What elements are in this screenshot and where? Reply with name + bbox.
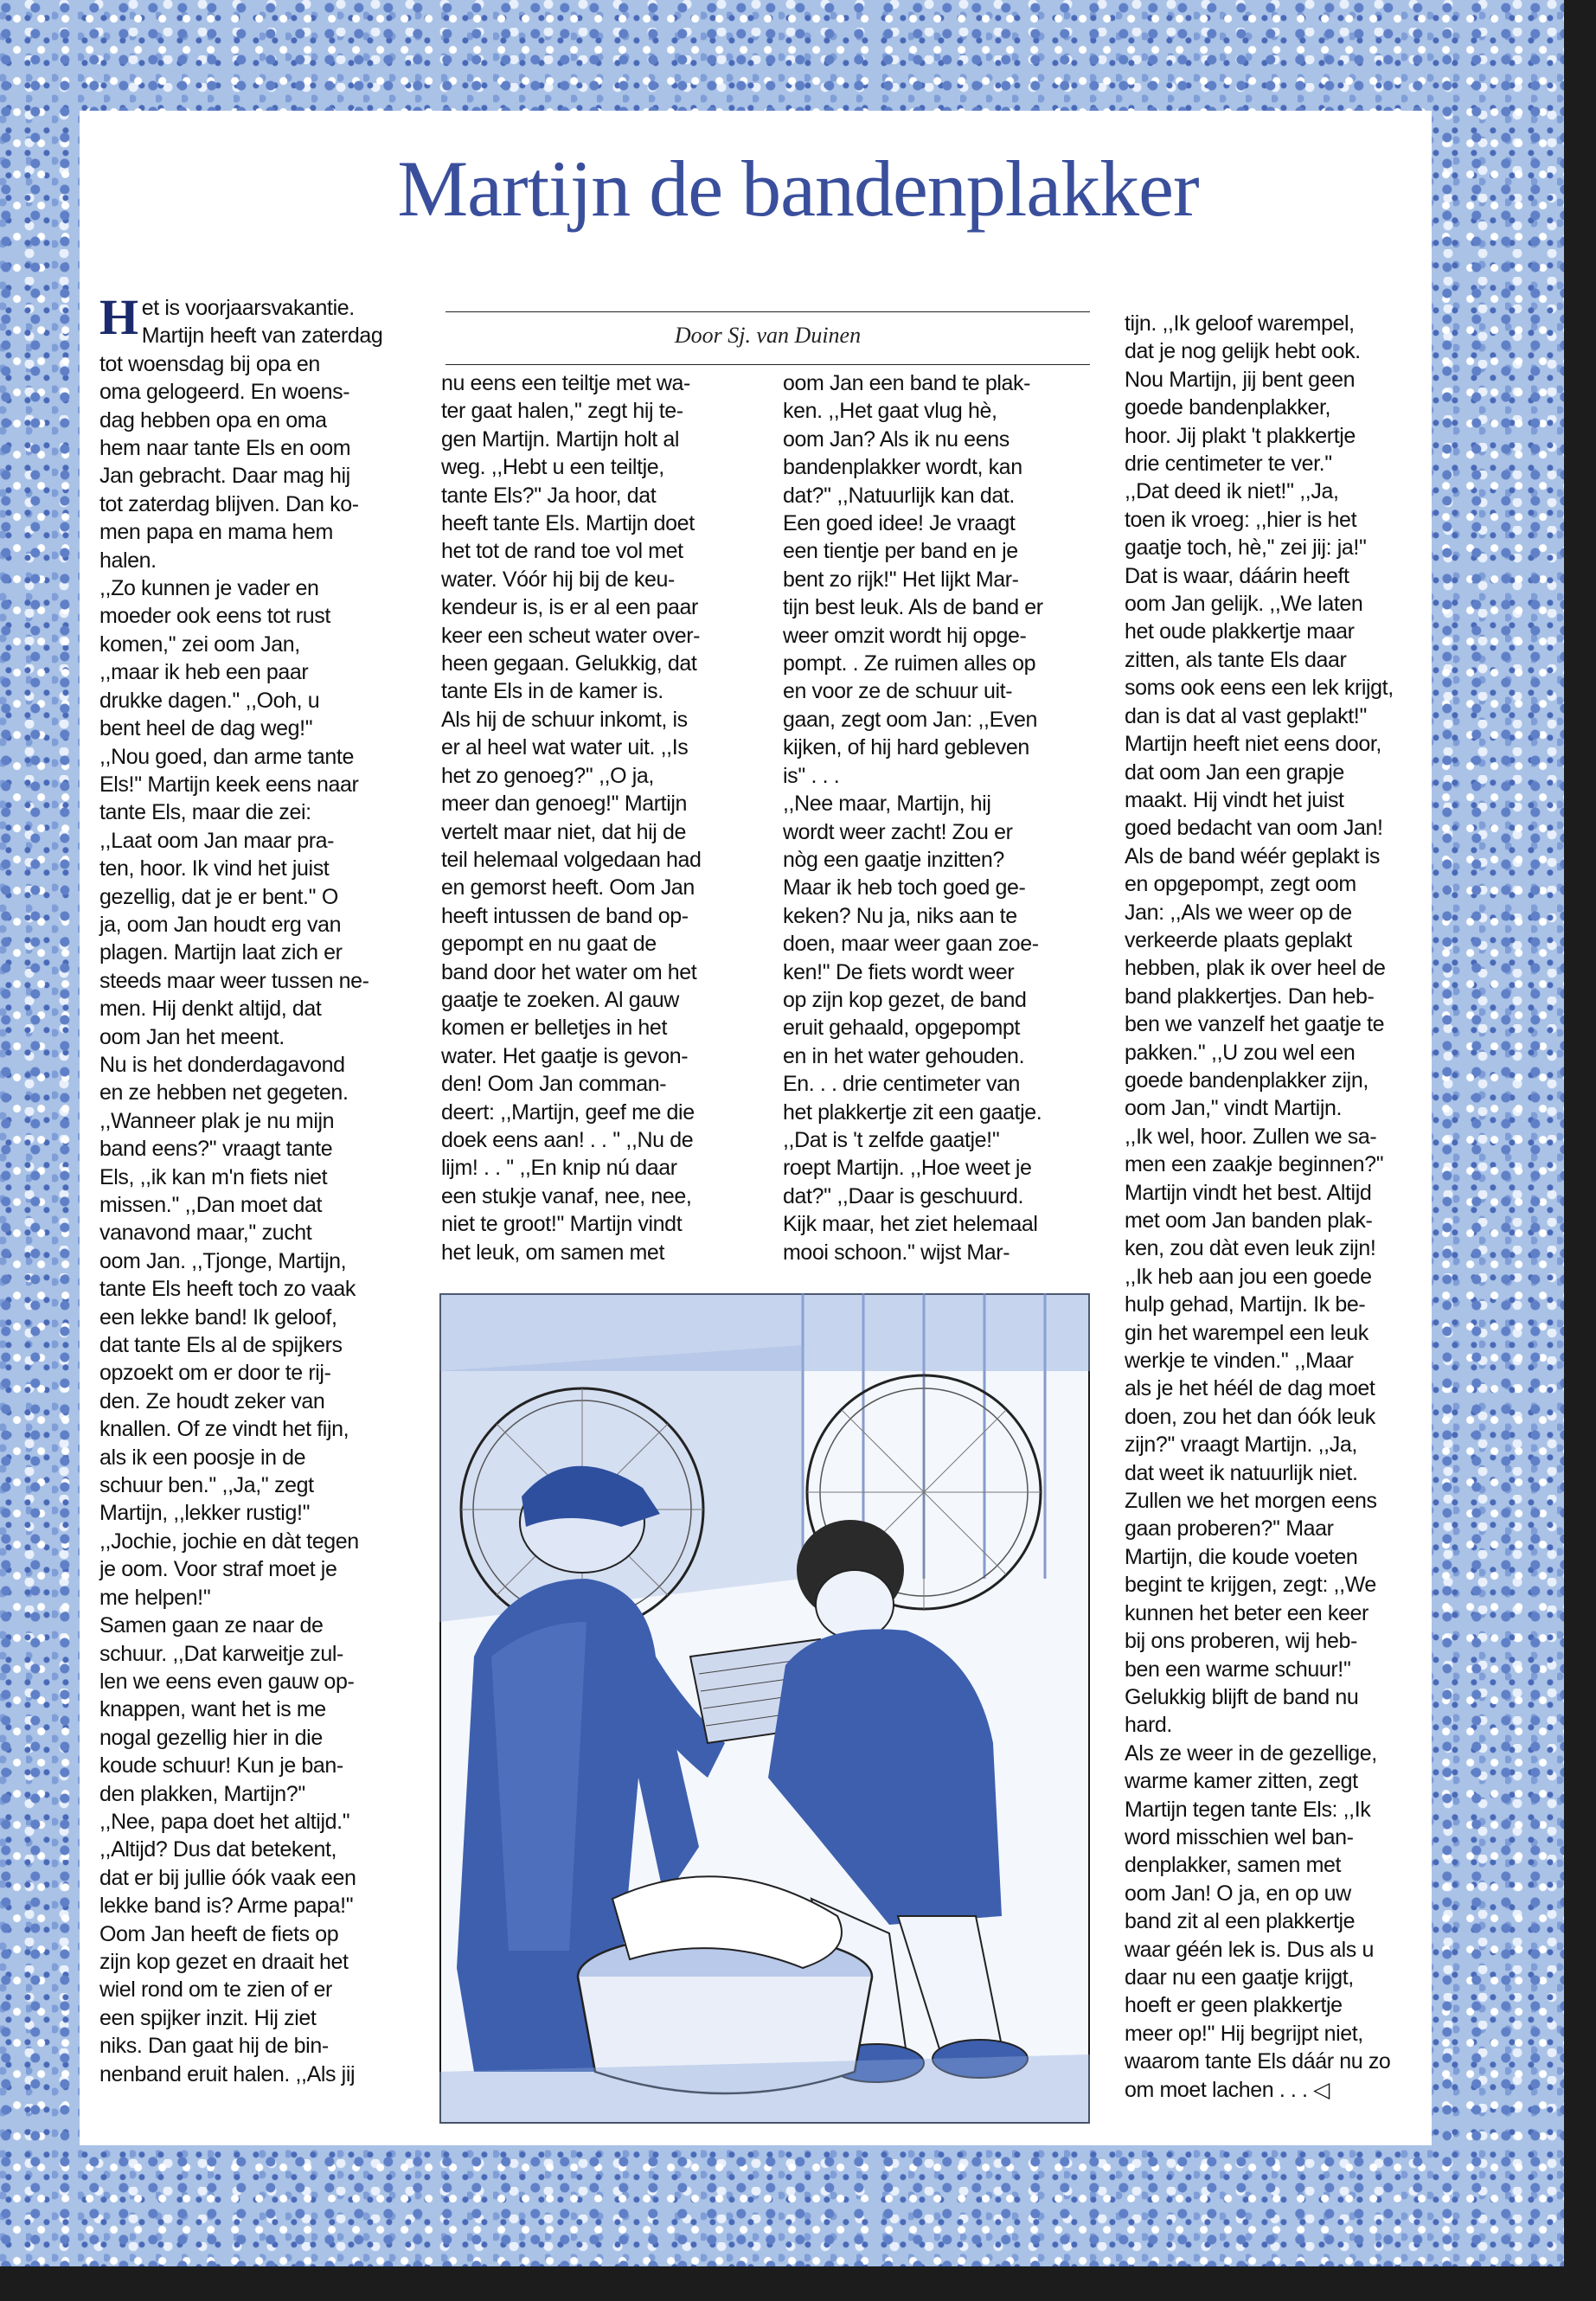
text-column-3: oom Jan een band te plak- ken. ,,Het gaat vlug hè, oom Jan? Als ik nu eens bandenplakker wordt, kan dat?'' ,,Natuurlijk kan dat. Een goed idee! Je vraagt een tientje per band en je bent zo rijk!'' Het lijkt Mar- tijn best leuk. Als de band er weer omzit wordt hij opge- pompt. . Ze ruimen alles op en voor ze de schuur uit- gaan, zegt oom Jan: ,,Even kijken, of hij hard gebleven is'' . . . ,,Nee maar, Martijn, hij wordt weer zacht! Zou er nòg een gaatje inzitten? Maar ik heb toch goed ge- keken? Nu ja, niks aan te doen, maar weer gaan zoe- ken!'' De fiets wordt weer op zijn kop gezet, de band eruit gehaald, opgepompt en in het water gehouden. En. . . drie centimeter van het plakkertje zit een gaatje. ,,Dat is 't zelfde gaatje!'' roept Martijn. ,,Hoe weet je dat?'' ,,Daar is geschuurd. Kijk maar, het ziet helemaal mooi schoon.'' wijst Mar- (783, 371, 1043, 1265)
text-column-2: nu eens een teiltje met wa- ter gaat halen,'' zegt hij te- gen Martijn. Martijn holt al weg. ,,Hebt u een teiltje, tante Els?'' Ja hoor, dat heeft tante Els. Martijn doet het tot de rand toe vol met water. Vóór hij bij de keu- kendeur is, is er al een paar keer een scheut water over- heen gegaan. Gelukkig, dat tante Els in de kamer is. Als hij de schuur inkomt, is er al heel wat water uit. ,,Is het zo genoeg?'' ,,O ja, meer dan genoeg!'' Martijn vertelt maar niet, dat hij de teil helemaal volgedaan had en gemorst heeft. Oom Jan heeft intussen de band op- gepompt en nu gaat de band door het water om het gaatje te zoeken. Al gauw komen er belletjes in het water. Het gaatje is gevon- den! Oom Jan comman- deert: ,,Martijn, geef me die doek eens aan! . . '' ,,Nu de lijm! . . '' ,,En knip nú daar een stukje vanaf, nee, nee, niet te groot!'' Martijn vindt het leuk, om samen met (441, 371, 702, 1265)
column-1-text: et is voorjaarsvakantie. Martijn heeft van zaterdag tot woensdag bij opa en oma gelogeerd. En woens- dag hebben opa en oma hem naar tante Els en oom Jan gebracht. Daar mag hij tot zaterdag blijven. Dan ko- men papa en mama hem halen. ,,Zo kunnen je vader en moeder ook eens tot rust komen,'' zei oom Jan, ,,maar ik heb een paar drukke dagen.'' ,,Ooh, u bent heel de dag weg!'' ,,Nou goed, dan arme tante Els!'' Martijn keek eens naar tante Els, maar die zei: ,,Laat oom Jan maar pra- ten, hoor. Ik vind het juist gezellig, dat je er bent.'' O ja, oom Jan houdt erg van plagen. Martijn laat zich er steeds maar weer tussen ne- men. Hij denkt altijd, dat oom Jan het meent. Nu is het donderdagavond en ze hebben net gegeten. ,,Wanneer plak je nu mijn band eens?'' vraagt tante Els, ,,ik kan m'n fiets niet missen.'' ,,Dan moet dat vanavond maar,'' zucht oom Jan. ,,Tjonge, Martijn, tante Els heeft toch zo vaak een lekke band! Ik geloof, dat tante Els al de spijkers opzoekt om er door te rij- den. Ze houdt zeker van knallen. Of ze vindt het fijn, als ik een poosje in de schuur ben.'' ,,Ja,'' zegt Martijn, ,,lekker rustig!'' ,,Jochie, jochie en dàt tegen je oom. Voor straf moet je me helpen!'' Samen gaan ze naar de schuur. ,,Dat karweitje zul- len we eens even gauw op- knappen, want het is me nogal gezellig hier in die koude schuur! Kun je ban- den plakken, Martijn?'' ,,Nee, papa doet het altijd.'' ,,Altijd? Dus dat betekent, dat er bij jullie óók vaak een lekke band is? Arme papa!'' Oom Jan heeft de fiets op zijn kop gezet en draait het wiel rond om te zien of er een spijker inzit. Hij ziet niks. Dan gaat hij de bin- nenband eruit halen. ,,Als jij (99, 296, 383, 2086)
byline-box (445, 311, 1090, 365)
illustration-drawing (439, 1293, 1090, 2124)
story-illustration (439, 1293, 1090, 2124)
text-column-4: tijn. ,,Ik geloof warempel, dat je nog gelijk hebt ook. Nou Martijn, jij bent geen goede bandenplakker, hoor. Jij plakt 't plakkertje drie centimeter te ver.'' ,,Dat deed ik niet!'' ,,Ja, toen ik vroeg: ,,hier is het gaatje toch, hè,'' zei jij: ja!'' Dat is waar, dáárin heeft oom Jan gelijk. ,,We laten het oude plakkertje maar zitten, als tante Els daar soms ook eens een lek krijgt, dan is dat al vast geplakt!'' Martijn heeft niet eens door, dat oom Jan een grapje maakt. Hij vindt het juist goed bedacht van oom Jan! Als de band wéér geplakt is en opgepompt, zegt oom Jan: ,,Als we weer op de verkeerde plaats geplakt hebben, plak ik over heel de band plakkertjes. Dan heb- ben we vanzelf het gaatje te pakken.'' ,,U zou wel een goede bandenplakker zijn, oom Jan,'' vindt Martijn. ,,Ik wel, hoor. Zullen we sa- men een zaakje beginnen?'' Martijn vindt het best. Altijd met oom Jan banden plak- ken, zou dàt even leuk zijn! ,,Ik heb aan jou een goede hulp gehad, Martijn. Ik be- gin het warempel een leuk werkje te vinden.'' ,,Maar als je het héél de dag moet doen, zou het dan óók leuk zijn?'' vraagt Martijn. ,,Ja, dat weet ik natuurlijk niet. Zullen we het morgen eens gaan proberen?'' Maar Martijn, die koude voeten begint te krijgen, zegt: ,,We kunnen het beter een keer bij ons proberen, wij heb- ben een warme schuur!'' Gelukkig blijft de band nu hard. Als ze weer in de gezellige, warme kamer zitten, zegt Martijn tegen tante Els: ,,Ik word misschien wel ban- denplakker, samen met oom Jan! O ja, en op uw band zit al een plakkertje waar géén lek is. Dus als u daar nu een gaatje krijgt, hoeft er geen plakkertje meer op!'' Hij begrijpt niet, waarom tante Els dáár nu zo om moet lachen . . . ◁ (1125, 311, 1394, 2102)
drop-cap: H (99, 289, 138, 345)
text-column-1 (99, 289, 411, 2088)
article-title: Martijn de bandenplakker (397, 144, 1199, 233)
byline: Door Sj. van Duinen (674, 323, 862, 348)
